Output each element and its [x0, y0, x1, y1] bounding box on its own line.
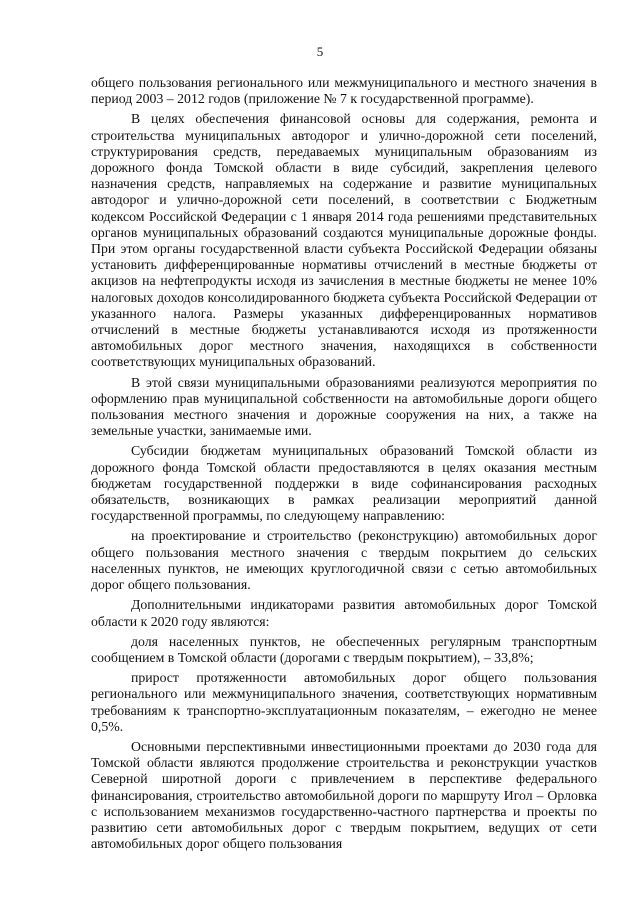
- paragraph-6: Дополнительными индикаторами развития автомобильных дорог Томской области к 2020 году являются:: [91, 597, 597, 629]
- document-body: [91, 75, 597, 856]
- paragraph-2: В целях обеспечения финансовой основы для содержания, ремонта и строительства муниципальных автодорог и улично-дорожной сети поселений, структурирования средств, передаваемых муниципальным образованиям из дорожного фонда Томской области в виде субсидий, закрепления целевого назначения средств, направляемых на содержание и развитие муниципальных автодорог и улично-дорожной сети поселений, в соответствии с Бюджетным кодексом Российской Федерации с 1 января 2014 года решениями представительных органов муниципальных образований создаются муниципальные дорожные фонды. При этом органы государственной власти субъекта Российской Федерации обязаны установить дифференцированные нормативы отчислений в местные бюджеты от акцизов на нефтепродукты исходя из зачисления в местные бюджеты не менее 10% налоговых доходов консолидированного бюджета субъекта Российской Федерации от указанного налога. Размеры указанных дифференцированных нормативов отчислений в местные бюджеты устанавливаются исходя из протяженности автомобильных дорог местного значения, находящихся в собственности соответствующих муниципальных образований.: [91, 111, 597, 370]
- paragraph-1: общего пользования регионального или межмуниципального и местного значения в период 2003 – 2012 годов (приложение № 7 к государственной программе).: [91, 75, 597, 107]
- paragraph-3: В этой связи муниципальными образованиями реализуются мероприятия по оформлению прав муниципальной собственности на автомобильные дороги общего пользования местного значения и дорожные сооружения на них, а также на земельные участки, занимаемые ими.: [91, 374, 597, 439]
- paragraph-8: прирост протяженности автомобильных дорог общего пользования регионального или межмуниципального значения, соответствующих нормативным требованиям к транспортно-эксплуатационным показателям, – ежегодно не менее 0,5%.: [91, 670, 597, 734]
- paragraph-4: Субсидии бюджетам муниципальных образований Томской области из дорожного фонда Томской области предоставляются в целях оказания местным бюджетам государственной поддержки в виде софинансирования расходных обязательств, возникающих в рамках реализации мероприятий данной государственной программы, по следующему направлению:: [91, 443, 597, 524]
- paragraph-7: доля населенных пунктов, не обеспеченных регулярным транспортным сообщением в Томской области (дорогами с твердым покрытием), – 33,8%;: [91, 633, 597, 665]
- paragraph-5: на проектирование и строительство (реконструкцию) автомобильных дорог общего пользования местного значения с твердым покрытием до сельских населенных пунктов, не имеющих круглогодичной связи с сетью автомобильных дорог общего пользования.: [91, 528, 597, 593]
- page-number: 5: [316, 44, 324, 59]
- paragraph-9: Основными перспективными инвестиционными проектами до 2030 года для Томской области являются продолжение строительства и реконструкции участков Северной широтной дороги с привлечением в перспективе федерального финансирования, строительство автомобильной дороги по маршруту Игол – Орловка с использованием механизмов государственно-частного партнерства и проекты по развитию сети автомобильных дорог с твердым покрытием, ведущих от сети автомобильных дорог общего пользования: [91, 738, 597, 852]
